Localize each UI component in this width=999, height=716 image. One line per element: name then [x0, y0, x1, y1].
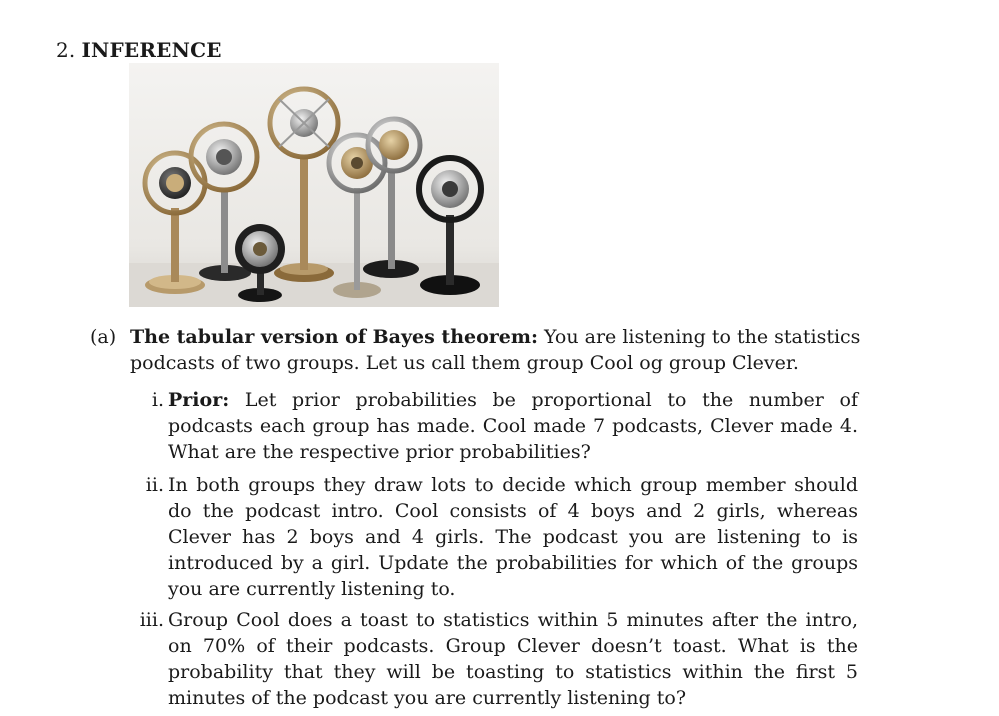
section-title: INFERENCE: [81, 38, 222, 62]
item-label: iii.: [139, 609, 164, 631]
item-heading: Prior:: [168, 389, 230, 411]
vintage-microphones-icon: [129, 63, 499, 307]
list-item: [139, 607, 858, 711]
part-a-label: (a): [90, 326, 117, 348]
item-label: i.: [151, 389, 164, 411]
section-heading: [56, 38, 222, 62]
part-a-heading: The tabular version of Bayes theorem:: [130, 326, 538, 348]
item-text: Let prior probabilities be proportional to the number of podcasts each group has made. Cool made 7 podcasts, Clever made 4. What are the respective prior probabilities?: [168, 389, 858, 463]
microphones-photo: [129, 63, 499, 307]
item-text: Group Cool does a toast to statistics within 5 minutes after the intro, on 70% of their podcasts. Group Clever doesn’t toast. What is the probability that they will be toasting to statistics within the first 5 minutes of the podcast you are currently listening to?: [168, 609, 858, 709]
part-a-body: [130, 324, 870, 376]
list-item: [151, 387, 858, 465]
section-number: 2.: [56, 38, 76, 62]
part-a: [90, 324, 870, 376]
item-text: In both groups they draw lots to decide which group member should do the podcast intro. Cool consists of 4 boys and 2 girls, whereas Clever has 2 boys and 4 girls. The podcast you are listening to is introduced by a girl. Update the probabilities for which of the groups you are currently listening to.: [168, 474, 858, 600]
item-label: ii.: [145, 474, 164, 496]
part-a-text: You are listening to the statistics podcasts of two groups. Let us call them group Cool og group Clever.: [130, 326, 861, 374]
list-item: [145, 472, 858, 602]
